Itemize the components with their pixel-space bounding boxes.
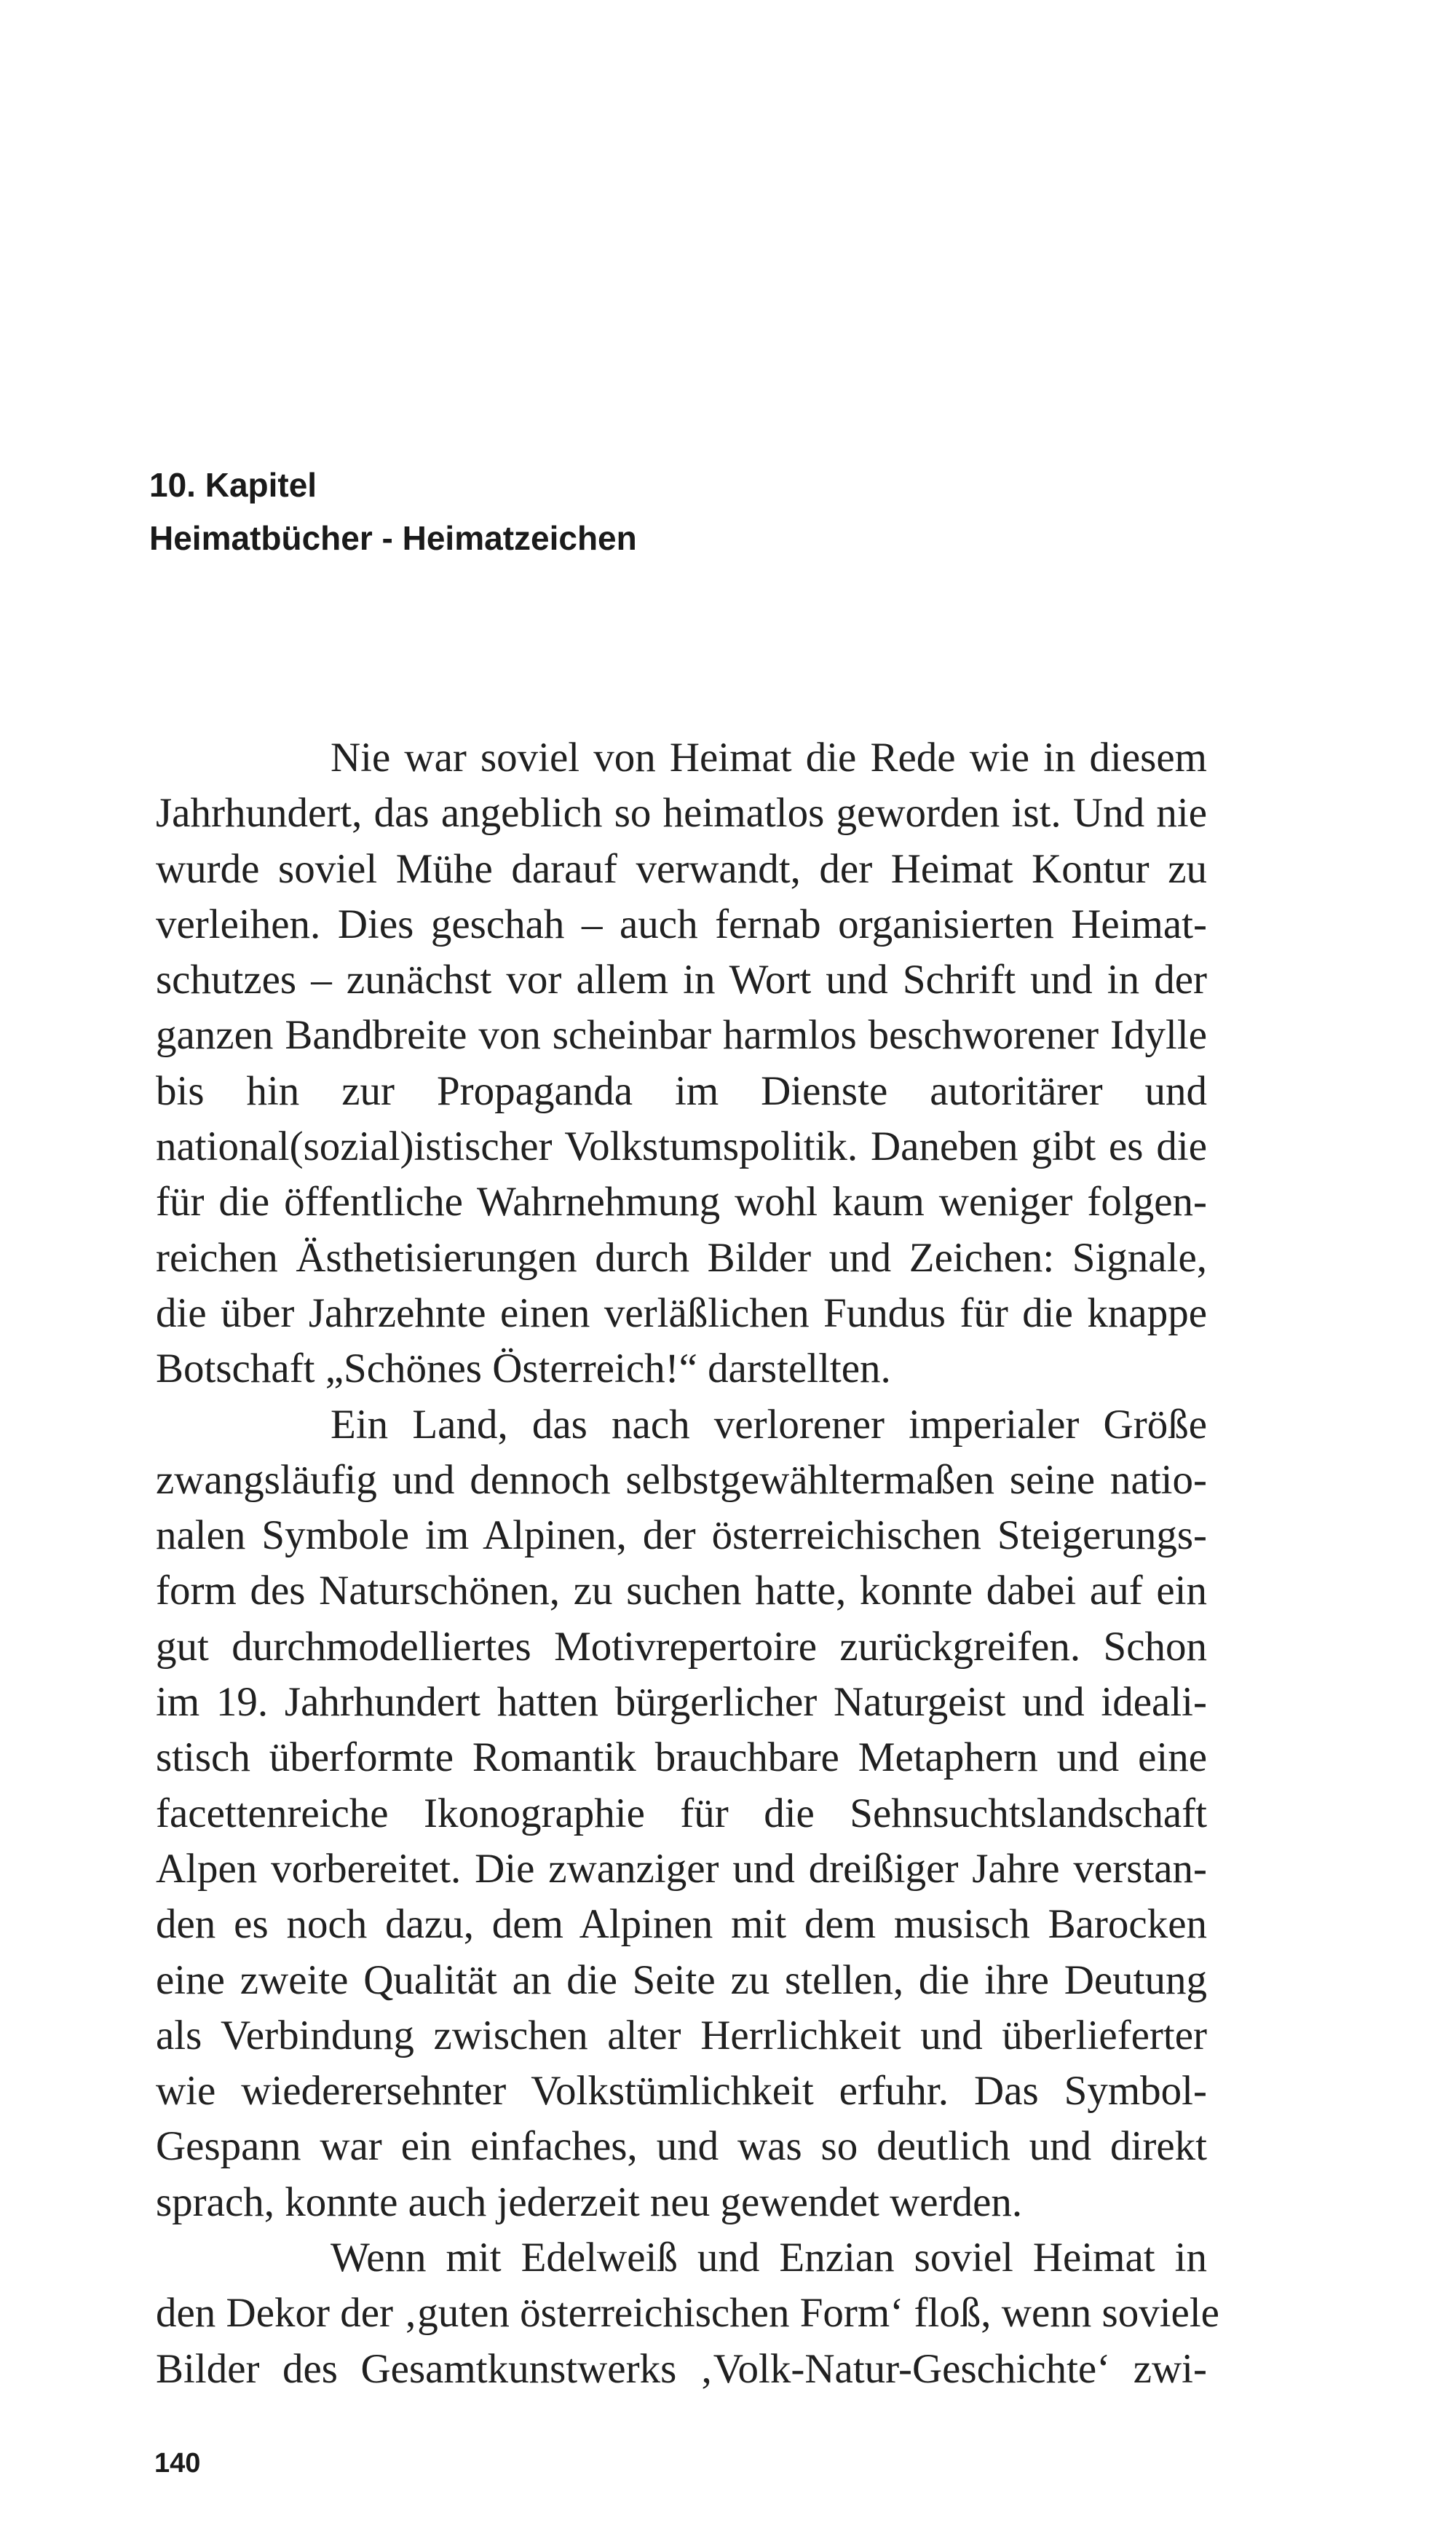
text-line: für die öffentliche Wahrnehmung wohl kaum weniger folgen- bbox=[156, 1179, 1207, 1225]
text-line: die über Jahrzehnte einen verläßlichen Fundus für die knappe bbox=[156, 1290, 1207, 1336]
text-line: ganzen Bandbreite von scheinbar harmlos beschworener Idylle bbox=[156, 1012, 1207, 1059]
text-line: Gespann war ein einfaches, und was so deutlich und direkt bbox=[156, 2123, 1207, 2170]
text-line: wurde soviel Mühe darauf verwandt, der Heimat Kontur zu bbox=[156, 845, 1207, 892]
text-line: facettenreiche Ikonographie für die Sehnsuchtslandschaft bbox=[156, 1790, 1207, 1836]
chapter-title: Heimatbücher - Heimatzeichen bbox=[149, 519, 637, 557]
chapter-heading bbox=[149, 459, 637, 565]
text-line: verleihen. Dies geschah – auch fernab organisierten Heimat- bbox=[156, 901, 1207, 947]
text-line: reichen Ästhetisierungen durch Bilder und Zeichen: Signale, bbox=[156, 1234, 1207, 1281]
text-line: form des Naturschönen, zu suchen hatte, konnte dabei auf ein bbox=[156, 1568, 1207, 1614]
text-line: stisch überformte Romantik brauchbare Metaphern und eine bbox=[156, 1734, 1207, 1781]
text-line: gut durchmodelliertes Motivrepertoire zurückgreifen. Schon bbox=[156, 1623, 1207, 1670]
text-line: als Verbindung zwischen alter Herrlichkeit und überlieferter bbox=[156, 2012, 1207, 2058]
text-line: im 19. Jahrhundert hatten bürgerlicher Naturgeist und ideali- bbox=[156, 1679, 1207, 1726]
text-line: wie wiederersehnter Volkstümlichkeit erfuhr. Das Symbol- bbox=[156, 2068, 1207, 2114]
text-line: nalen Symbole im Alpinen, der österreichischen Steigerungs- bbox=[156, 1512, 1207, 1559]
text-line: Wenn mit Edelweiß und Enzian soviel Heimat in bbox=[331, 2235, 1207, 2281]
text-line: national(sozial)istischer Volkstumspolitik. Daneben gibt es die bbox=[156, 1124, 1207, 1170]
chapter-number: 10. Kapitel bbox=[149, 466, 317, 504]
text-line: Ein Land, das nach verlorener imperialer Größe bbox=[331, 1401, 1207, 1448]
text-line: eine zweite Qualität an die Seite zu stellen, die ihre Deutung bbox=[156, 1956, 1207, 2003]
text-line: den es noch dazu, dem Alpinen mit dem musisch Barocken bbox=[156, 1901, 1207, 1948]
text-line: zwangsläufig und dennoch selbstgewähltermaßen seine natio- bbox=[156, 1456, 1207, 1503]
text-line: Jahrhundert, das angeblich so heimatlos geworden ist. Und nie bbox=[156, 790, 1207, 837]
body-text bbox=[156, 730, 1219, 2397]
text-line: Nie war soviel von Heimat die Rede wie in diesem bbox=[331, 735, 1207, 781]
text-line: Alpen vorbereitet. Die zwanziger und dreißiger Jahre verstan- bbox=[156, 1845, 1207, 1892]
text-line: bis hin zur Propaganda im Dienste autoritärer und bbox=[156, 1067, 1207, 1114]
page-number: 140 bbox=[154, 2448, 201, 2479]
text-line: Bilder des Gesamtkunstwerks ‚Volk-Natur-Geschichte‘ zwi- bbox=[156, 2345, 1207, 2392]
text-line: Botschaft „Schönes Österreich!“ darstellten. bbox=[156, 1346, 891, 1392]
text-line: den Dekor der ‚guten österreichischen Form‘ floß, wenn soviele bbox=[156, 2290, 1219, 2337]
text-line: sprach, konnte auch jederzeit neu gewendet werden. bbox=[156, 2179, 1023, 2225]
text-line: schutzes – zunächst vor allem in Wort und Schrift und in der bbox=[156, 957, 1207, 1003]
